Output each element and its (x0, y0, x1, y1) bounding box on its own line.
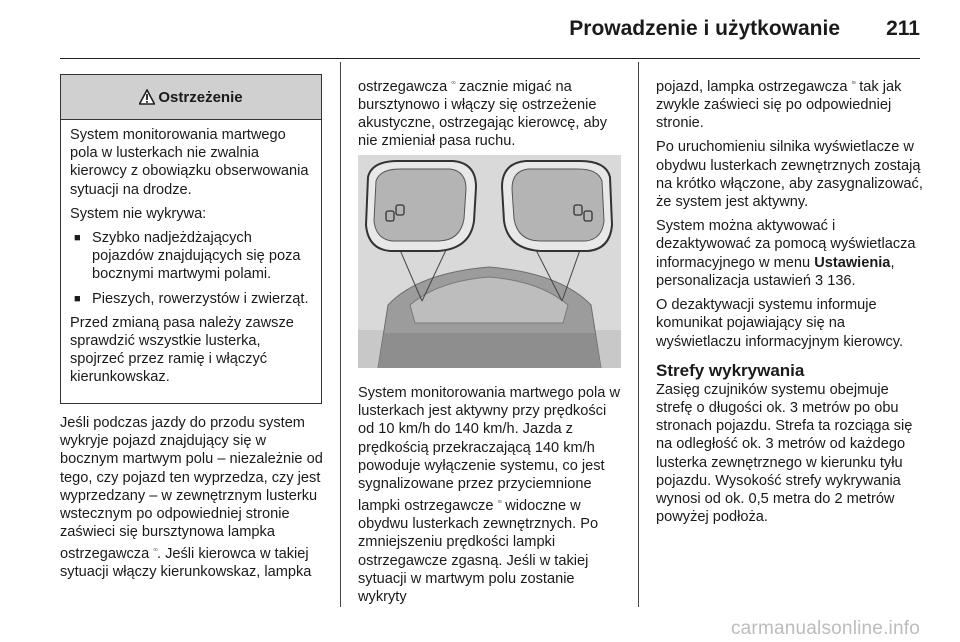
warning-header (61, 75, 321, 120)
side-blind-spot-lamp-icon: ▫◦ (451, 78, 455, 87)
body-paragraph: Zasięg czujników systemu obejmuje strefę o długości ok. 3 metrów po obu stronach pojazdu. Strefa ta rozciąga się na odległość ok. 3 metrów od każdego lusterka zewnętrznego w kierunku tyłu pojazdu. Wysokość strefy wykrywania wynosi od ok. 0,5 metra do 2 metrów powyżej podłoża. (656, 381, 913, 526)
warning-paragraph: Przed zmianą pasa należy zawsze sprawdzić wszystkie lusterka, spojrzeć przez ramię i włączyć kierunkowskaz. (70, 314, 294, 386)
warning-body (61, 120, 321, 387)
warning-title: Ostrzeżenie (158, 88, 243, 106)
section-heading: Strefy wykrywania (656, 360, 805, 380)
warning-triangle-icon (139, 89, 155, 105)
bullet-text: Szybko nadjeżdżających pojazdów znajdujących się poza bocznymi martwymi polami. (92, 230, 301, 283)
footer-watermark: carmanualsonline.info (730, 618, 920, 639)
body-paragraph: O dezaktywacji systemu informuje komunikat pojawiający się na wyświetlaczu informacyjnym kierowcy. (656, 297, 904, 350)
page-reference-arrow-icon: 3 (815, 272, 824, 289)
warning-paragraph: System nie wykrywa: (70, 205, 207, 222)
column-3-text (656, 74, 926, 532)
side-blind-spot-lamp-icon: ▫◦ (851, 78, 856, 87)
body-paragraph: System można aktywować i dezaktywować za pomocą wyświetlacza informacyjnego w menu Ustawienia, personalizacja ustawień 3 136. (656, 218, 916, 289)
body-paragraph: ostrzegawcza ▫◦ zacznie migać na bursztynowo i włączy się ostrzeżenie akustyczne, ostrzegając kierowcę, aby nie zmieniał pasa ruchu. (358, 74, 626, 151)
column-2-text-bottom (358, 384, 626, 612)
mirrors-car-image (358, 155, 621, 368)
warning-box (60, 74, 322, 404)
warning-bullet (70, 229, 313, 284)
body-paragraph: Jeśli podczas jazdy do przodu system wykryje pojazd znajdujący się w bocznym martwym polu – niezależnie od tego, czy pojazd ten wyprzedza, czy jest wyprzedzany – w zewnętrznym lusterku wstecznym po odpowiedniej stronie zaświeci się bursztynowa lampka ostrzegawcza ▫◦. Jeśli kierowca w takiej sytuacji włączy kierunkowskaz, lampka (60, 415, 323, 581)
column-2-text-top (358, 74, 626, 157)
menu-name: Ustawienia (814, 254, 891, 271)
bullet-text: Pieszych, rowerzystów i zwierząt. (92, 290, 309, 307)
side-blind-spot-lamp-icon: ▫◦ (153, 545, 157, 555)
warning-paragraph: System monitorowania martwego pola w lusterkach nie zwalnia kierowcy z obowiązku obserwowania sytuacji na drodze. (70, 127, 309, 198)
body-paragraph: Po uruchomieniu silnika wyświetlacze w obydwu lusterkach zewnętrznych zostają na krótko włączone, aby zasygnalizować, że system jest aktywny. (656, 139, 923, 211)
column-1-text (60, 414, 326, 588)
bullet-square-icon: ■ (74, 292, 81, 305)
body-paragraph: pojazd, lampka ostrzegawcza ▫◦ tak jak zwykle zaświeci się po odpowiedniej stronie. (656, 74, 926, 132)
column-divider-2 (638, 62, 639, 607)
page-reference[interactable]: 136. (827, 272, 856, 289)
bullet-square-icon: ■ (74, 232, 81, 245)
header-divider (60, 58, 920, 59)
page-header (0, 0, 960, 62)
column-divider-1 (340, 62, 341, 607)
page-title: Prowadzenie i użytkowanie (569, 17, 840, 40)
side-blind-spot-lamp-icon: ▫◦ (497, 497, 502, 507)
body-paragraph: System monitorowania martwego pola w lusterkach jest aktywny przy prędkości od 10 km/h do 140 km/h. Jazda z prędkością przekraczającą 140 km/h powoduje wyłączenie systemu, co jest sygnalizowane przez przyciemnione lampki ostrzegawcze ▫◦ widoczne w obydwu lusterkach zewnętrznych. Po zmniejszeniu prędkości lampki ostrzegawcze zgasną. Jeśli w takiej sytuacji w martwym polu zostanie wykryty (358, 385, 620, 606)
mirror-illustration (358, 155, 621, 368)
warning-bullet (70, 290, 313, 308)
page-number: 211 (886, 17, 920, 40)
